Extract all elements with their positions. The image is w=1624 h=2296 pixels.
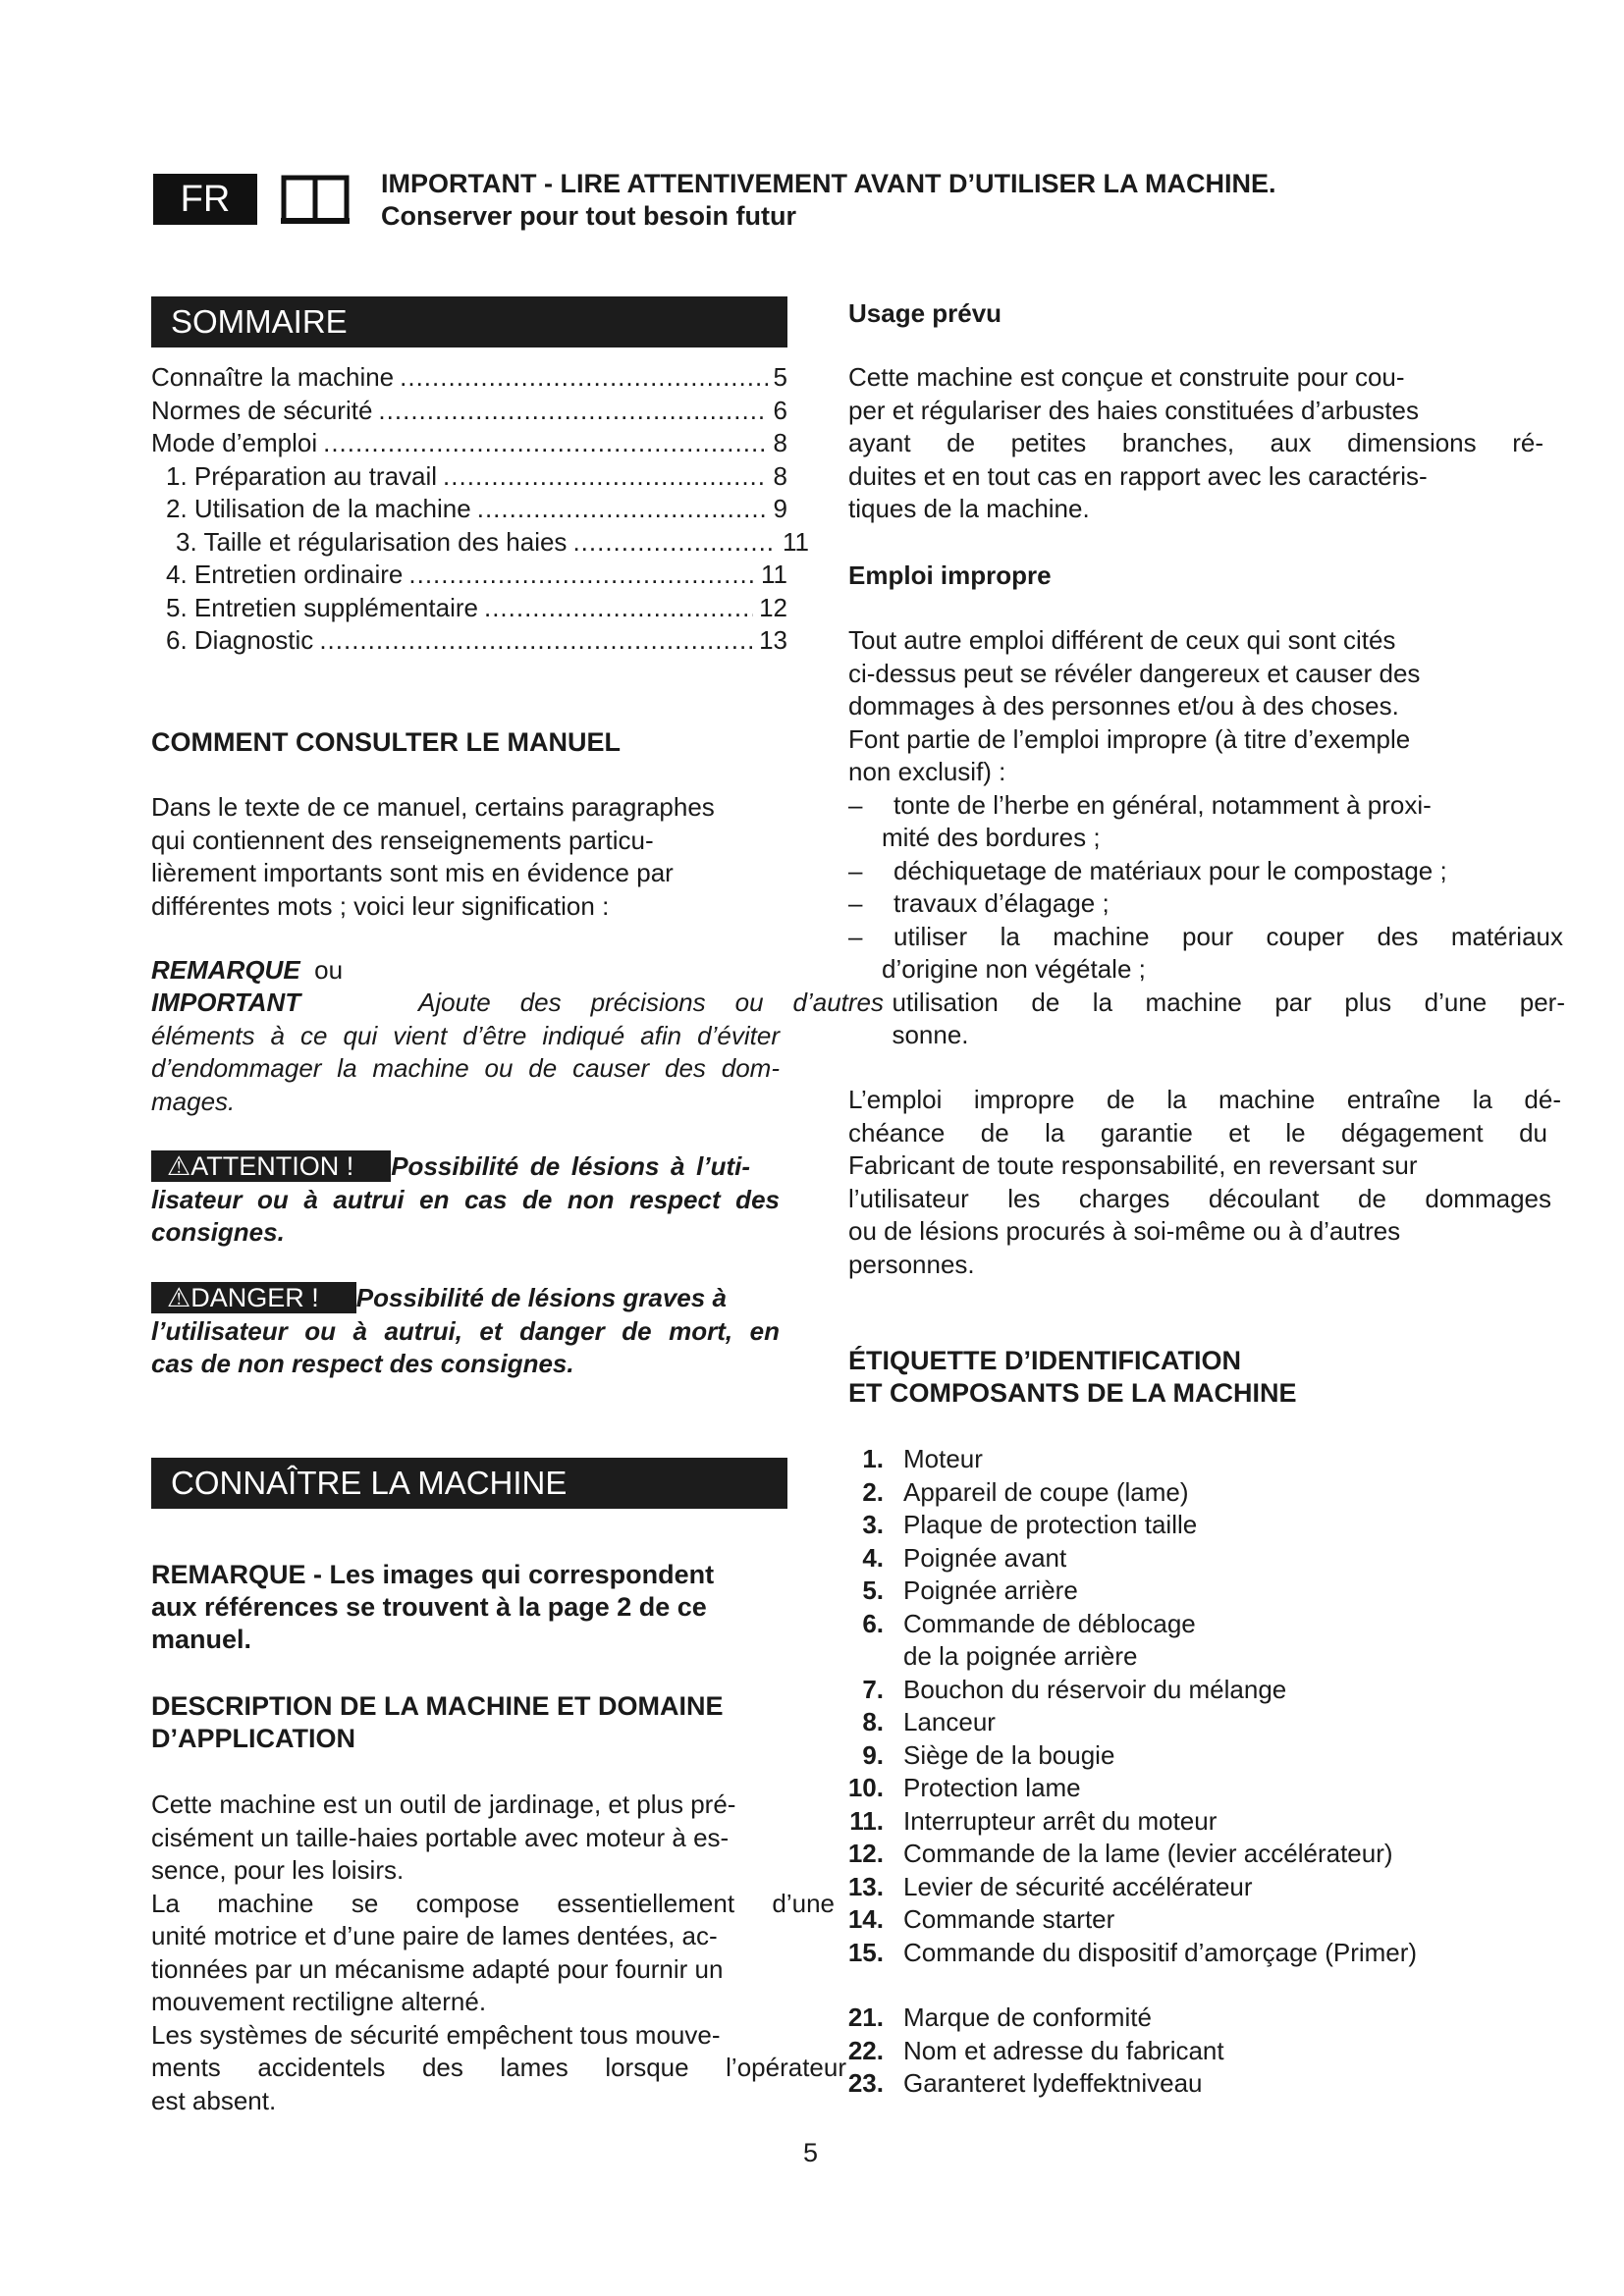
usage-title: Usage prévu xyxy=(848,298,1002,328)
list-item: utilisation de la machine par plus d’une per- sonne. xyxy=(892,987,1565,1049)
page-number: 5 xyxy=(803,2138,819,2167)
toc-item[interactable]: 6. Diagnostic ..... 13 xyxy=(151,624,787,658)
list-item: 8. Lanceur xyxy=(862,1707,996,1736)
toc-item[interactable]: 2. Utilisation de la machine ..... 9 xyxy=(151,493,787,526)
sommaire-title-bar xyxy=(151,296,787,347)
list-item: 12. Commande de la lame (levier accélérateur) xyxy=(847,1839,1393,1868)
list-item: 4. Poignée avant xyxy=(862,1542,1067,1573)
toc-item[interactable]: 3. Taille et régularisation des haies ..... 11 xyxy=(151,526,809,560)
list-item: 14. Commande starter xyxy=(847,1904,1115,1934)
toc-item[interactable]: Normes de sécurité ..... 6 xyxy=(151,395,787,428)
impropre-paragraph: Tout autre emploi différent de ceux qui sont cités ci-dessus peut se révéler dangereux et causer des dommages à des personnes et/ou à des choses. Font partie de l’emploi impropre (à titre d’exemple non exclusif) : – tonte de l’herbe en général, notamment à proxi- mité des bordures ; – déchiquetage de matériaux pour le compostage ; – travaux d’élagage ; – utiliser la machine pour couper des matériaux d’origine non végétale ; utilisation de la machine par plus d’une per- sonne. xyxy=(848,624,1565,1052)
usage-paragraph: Cette machine est conçue et construite pour cou- per et régulariser des haies constituées d’arbustes ayant de petites branches, aux dimensions ré- duites et en tout cas en rapport avec les caractéris- tiques de la machine. xyxy=(848,362,1543,523)
table-of-contents xyxy=(151,361,809,658)
consulter-title: COMMENT CONSULTER LE MANUEL xyxy=(151,727,621,757)
danger-note: ⚠DANGER ! Possibilité de lésions graves à l’utilisateur ou à autrui, et danger de mort, en cas de non respect des consignes. xyxy=(151,1283,780,1378)
toc-item[interactable]: Connaître la machine ..... 5 xyxy=(151,361,787,395)
danger-label: ⚠DANGER ! xyxy=(151,1282,356,1313)
list-item: 9. Siège de la bougie xyxy=(862,1739,1115,1770)
list-item: 7. Bouchon du réservoir du mélange xyxy=(862,1674,1287,1704)
list-item: 3. Plaque de protection taille xyxy=(862,1510,1198,1539)
connaitre-remarque: REMARQUE - Les images qui correspondent aux références se trouvent à la page 2 de ce manuel. xyxy=(151,1560,715,1654)
list-item: 6. Commande de déblocage xyxy=(862,1608,1196,1638)
list-item: 22. Nom et adresse du fabricant xyxy=(847,2035,1224,2065)
warning-triangle-icon: ⚠ xyxy=(167,1151,191,1181)
list-item: 23. Garanteret lydeffektniveau xyxy=(847,2068,1203,2098)
header-important-line: IMPORTANT - LIRE ATTENTIVEMENT AVANT D’UTILISER LA MACHINE. xyxy=(381,169,1276,198)
list-item: 15. Commande du dispositif d’amorçage (Primer) xyxy=(847,1937,1418,1967)
book-icon xyxy=(281,170,350,225)
important-note: IMPORTANT Ajoute des précisions ou d’autres éléments à ce qui vient d’être indiqué afin d’éviter d’endommager la machine ou de causer des dom- mages. xyxy=(151,988,884,1116)
list-item: 1. Moteur xyxy=(862,1444,983,1473)
list-item: de la poignée arrière xyxy=(903,1641,1138,1671)
list-item: 11. Interrupteur arrêt du moteur xyxy=(849,1805,1218,1836)
header-conserve-line: Conserver pour tout besoin futur xyxy=(381,201,797,231)
components-list xyxy=(833,1443,1540,2101)
attention-note: ⚠ATTENTION ! Possibilité de lésions à l’uti- lisateur ou à autrui en cas de non respect des consignes. xyxy=(151,1151,780,1247)
toc-item[interactable]: 4. Entretien ordinaire ..... 11 xyxy=(151,559,787,592)
list-item: 21. Marque de conformité xyxy=(847,2002,1152,2032)
remarque-line: REMARQUE ou xyxy=(151,955,344,985)
list-item: 5. Poignée arrière xyxy=(862,1575,1078,1605)
connaitre-title-bar xyxy=(151,1458,787,1509)
connaitre-title: CONNAÎTRE LA MACHINE xyxy=(171,1465,568,1501)
consulter-paragraph: Dans le texte de ce manuel, certains paragraphes qui contiennent des renseignements particu- lièrement importants sont mis en évidence par différentes mots ; voici leur signification : xyxy=(151,792,715,921)
consequence-paragraph: L’emploi impropre de la machine entraîne la dé- chéance de la garantie et le dégagement du Fabricant de toute responsabilité, en reversant sur l’utilisateur les charges découlant de dommages ou de lésions procurés à soi-même ou à d’autres personnes. xyxy=(848,1085,1561,1279)
list-item: – tonte de l’herbe en général, notamment à proxi- mité des bordures ; xyxy=(848,789,1432,852)
language-badge: FR xyxy=(153,174,257,225)
warning-triangle-icon: ⚠ xyxy=(167,1283,191,1312)
list-item: 2. Appareil de coupe (lame) xyxy=(862,1476,1189,1507)
toc-item[interactable]: 5. Entretien supplémentaire ..... 12 xyxy=(151,592,787,625)
toc-item[interactable]: 1. Préparation au travail ..... 8 xyxy=(151,460,787,494)
attention-label: ⚠ATTENTION ! xyxy=(151,1150,391,1182)
list-item: – travaux d’élagage ; xyxy=(848,888,1110,918)
toc-item[interactable]: Mode d’emploi ..... 8 xyxy=(151,427,787,460)
list-item: – utiliser la machine pour couper des matériaux d’origine non végétale ; xyxy=(848,921,1563,984)
etiquette-title: ÉTIQUETTE D’IDENTIFICATION ET COMPOSANTS DE LA MACHINE xyxy=(848,1346,1297,1408)
list-item: 13. Levier de sécurité accélérateur xyxy=(847,1871,1253,1901)
list-item: – déchiquetage de matériaux pour le compostage ; xyxy=(848,855,1447,885)
list-item: 10. Protection lame xyxy=(847,1773,1081,1802)
sommaire-title: SOMMAIRE xyxy=(171,303,348,340)
description-title: DESCRIPTION DE LA MACHINE ET DOMAINE D’APPLICATION xyxy=(151,1691,724,1753)
description-paragraph: Cette machine est un outil de jardinage, et plus pré- cisément un taille-haies portable avec moteur à es- sence, pour les loisirs. La machine se compose essentiellement d’une unité motrice et d’une paire de lames dentées, ac- tionnées par un mécanisme adapté pour fournir un mouvement rectiligne alterné. Les systèmes de sécurité empêchent tous mouve- ments accidentels des lames lorsque l’opérateur est absent. xyxy=(151,1789,846,2115)
impropre-title: Emploi impropre xyxy=(848,561,1052,590)
